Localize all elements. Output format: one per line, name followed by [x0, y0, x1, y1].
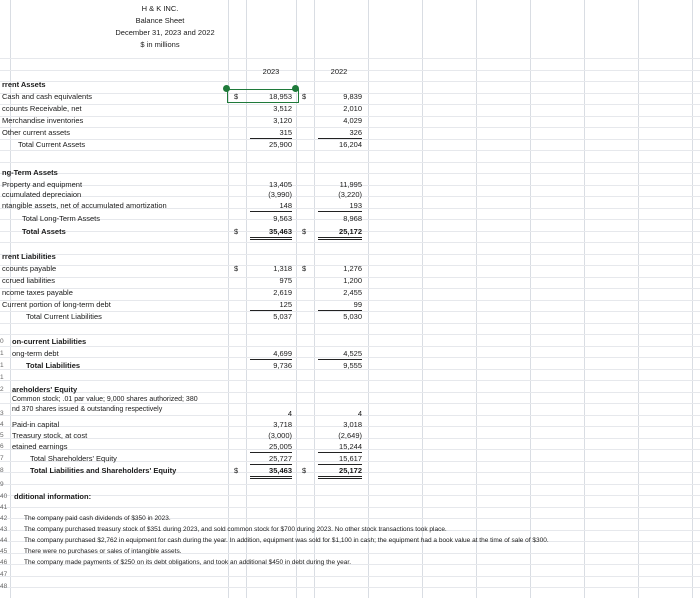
total-lse-2022: 25,172 [318, 466, 362, 479]
section-heading-current-liabilities: rrent Liabilities [2, 252, 56, 261]
total-assets-2022: 25,172 [318, 227, 362, 240]
value-2022: (3,220) [338, 190, 362, 199]
grid-line [0, 242, 700, 243]
value-2023: 18,953 [269, 92, 292, 101]
value-2022: 9,839 [343, 92, 362, 101]
total-liabilities-label: Total Liabilities [26, 361, 81, 370]
units-label: $ in millions [140, 40, 180, 49]
grid-line [0, 81, 700, 82]
row-label: etained earnings [12, 442, 68, 451]
total-value-2022: 9,555 [343, 361, 362, 370]
total-value-2023: 9,736 [273, 361, 292, 370]
grid-line [0, 323, 700, 324]
grid-line [0, 576, 700, 577]
common-stock-description-2: nd 370 shares issued & outstanding respectively [12, 406, 163, 413]
column-header-2023: 2023 [262, 67, 280, 76]
value-2022: (2,649) [338, 431, 362, 440]
dollar-sign: $ [234, 466, 239, 475]
total-assets-label: Total Assets [22, 227, 66, 236]
common-stock-description: Common stock; .01 par value; 9,000 shares authorized; 380 [12, 396, 198, 403]
row-label: ccrued liabilities [2, 276, 55, 285]
section-heading-equity: areholders' Equity [12, 385, 78, 394]
row-number[interactable]: 42 [0, 515, 8, 522]
row-number[interactable]: 47 [0, 571, 8, 578]
grid-line [0, 484, 700, 485]
row-label: ccounts Receivable, net [2, 104, 82, 113]
row-number[interactable]: 4 [0, 421, 4, 428]
row-number[interactable]: 45 [0, 548, 8, 555]
grid-line [0, 346, 700, 347]
row-label: Property and equipment [2, 180, 83, 189]
row-label: Paid-in capital [12, 420, 60, 429]
value-2023: 25,005 [250, 442, 292, 453]
total-value-2023: 9,563 [273, 214, 292, 223]
value-2023: 13,405 [269, 180, 292, 189]
value-2023: 3,120 [273, 116, 292, 125]
note-item: The company made payments of $250 on its debt obligations, and took an additional $450 in debt during the year. [24, 559, 352, 566]
note-item: The company paid cash dividends of $350 in 2023. [24, 515, 171, 522]
grid-line [0, 254, 700, 255]
value-2022: 99 [318, 300, 362, 311]
dollar-sign: $ [302, 227, 307, 236]
value-2022: 3,018 [343, 420, 362, 429]
value-2022: 326 [318, 128, 362, 139]
row-label: ccumulated depreciaion [2, 190, 82, 199]
value-2023: 3,718 [273, 420, 292, 429]
row-number[interactable]: 8 [0, 467, 4, 474]
value-2023: (3,000) [268, 431, 292, 440]
row-label: ntangible assets, net of accumulated amortization [2, 201, 167, 210]
row-number[interactable]: 43 [0, 526, 8, 533]
dollar-sign: $ [302, 466, 307, 475]
column-header-2022: 2022 [330, 67, 348, 76]
dollar-sign: $ [302, 264, 307, 273]
row-number[interactable]: 9 [0, 481, 4, 488]
total-label: Total Current Assets [18, 140, 86, 149]
section-heading-long-term-assets: ng-Term Assets [2, 168, 58, 177]
dollar-sign: $ [234, 264, 239, 273]
value-2023: 4 [287, 409, 292, 418]
value-2022: 4,525 [318, 349, 362, 360]
value-2023: 2,619 [273, 288, 292, 297]
value-2022: 2,455 [343, 288, 362, 297]
value-2023: 4,699 [250, 349, 292, 360]
note-item: The company purchased $2,762 in equipment for cash during the year. In addition, equipment was sold for $1,100 in cash; the equipment had a book value at the time of sale of $300. [24, 537, 549, 544]
row-label: ccounts payable [2, 264, 57, 273]
additional-info-heading: dditional information: [14, 492, 92, 501]
grid-line [0, 507, 700, 508]
value-2022: 1,200 [343, 276, 362, 285]
total-label: Total Long-Term Assets [22, 214, 100, 223]
total-value-2022: 5,030 [343, 312, 362, 321]
total-label: Total Shareholders' Equity [30, 454, 117, 463]
statement-title: Balance Sheet [135, 16, 185, 25]
row-label: Current portion of long-term debt [2, 300, 111, 309]
total-value-2023: 25,727 [250, 454, 292, 465]
row-number[interactable]: 1 [0, 362, 4, 369]
row-number[interactable]: 41 [0, 504, 8, 511]
total-value-2023: 25,900 [269, 140, 292, 149]
row-label: ong-term debt [12, 349, 59, 358]
grid-line [0, 162, 700, 163]
dollar-sign: $ [302, 92, 307, 101]
value-2023: 125 [250, 300, 292, 311]
total-lse-label: Total Liabilities and Shareholders' Equity [30, 466, 177, 475]
value-2023: 315 [250, 128, 292, 139]
row-number[interactable]: 3 [0, 410, 4, 417]
row-label: Cash and cash equivalents [2, 92, 93, 101]
row-number[interactable]: 7 [0, 455, 4, 462]
section-heading-current-assets: rrent Assets [2, 80, 46, 89]
dollar-sign: $ [234, 227, 239, 236]
total-value-2023: 5,037 [273, 312, 292, 321]
grid-line [0, 587, 700, 588]
row-number[interactable]: 48 [0, 583, 8, 590]
grid-line [0, 58, 700, 59]
row-number[interactable]: 5 [0, 432, 4, 439]
total-lse-2023: 35,463 [250, 466, 292, 479]
row-label: ncome taxes payable [2, 288, 73, 297]
grid-line [0, 495, 700, 496]
grid-line [0, 380, 700, 381]
total-label: Total Current Liabilities [26, 312, 102, 321]
row-number[interactable]: 2 [0, 386, 4, 393]
row-label: Treasury stock, at cost [12, 431, 88, 440]
value-2022: 11,995 [339, 180, 362, 189]
value-2022: 193 [318, 201, 362, 212]
total-value-2022: 8,968 [343, 214, 362, 223]
value-2022: 4 [357, 409, 362, 418]
value-2022: 4,029 [343, 116, 362, 125]
row-label: Other current assets [2, 128, 70, 137]
grid-line [0, 173, 700, 174]
grid-line [0, 150, 700, 151]
value-2022: 1,276 [343, 264, 362, 273]
statement-dates: December 31, 2023 and 2022 [115, 28, 215, 37]
value-2023: 148 [250, 201, 292, 212]
value-2023: 1,318 [273, 264, 292, 273]
section-heading-noncurrent-liabilities: on-current Liabilities [12, 337, 87, 346]
total-value-2022: 15,617 [318, 454, 362, 465]
value-2023: 3,512 [273, 104, 292, 113]
total-assets-2023: 35,463 [250, 227, 292, 240]
row-label: Merchandise inventories [2, 116, 84, 125]
note-item: There were no purchases or sales of intangible assets. [24, 548, 182, 555]
company-name: H & K INC. [141, 4, 179, 13]
row-number[interactable]: 44 [0, 537, 8, 544]
dollar-sign: $ [234, 92, 239, 101]
value-2023: (3,990) [268, 190, 292, 199]
row-number[interactable]: 6 [0, 443, 4, 450]
value-2023: 975 [279, 276, 292, 285]
row-number[interactable]: 40 [0, 493, 8, 500]
total-value-2022: 16,204 [339, 140, 362, 149]
value-2022: 2,010 [343, 104, 362, 113]
row-number[interactable]: 46 [0, 559, 8, 566]
row-number[interactable]: 0 [0, 338, 4, 345]
row-number[interactable]: 1 [0, 374, 4, 381]
grid-line [0, 334, 700, 335]
row-number[interactable]: 1 [0, 350, 4, 357]
grid-line [0, 392, 700, 393]
note-item: The company purchased treasury stock of $351 during 2023, and sold common stock for $700 during 2023. No other stock transactions took place. [24, 526, 447, 533]
value-2022: 15,244 [318, 442, 362, 453]
